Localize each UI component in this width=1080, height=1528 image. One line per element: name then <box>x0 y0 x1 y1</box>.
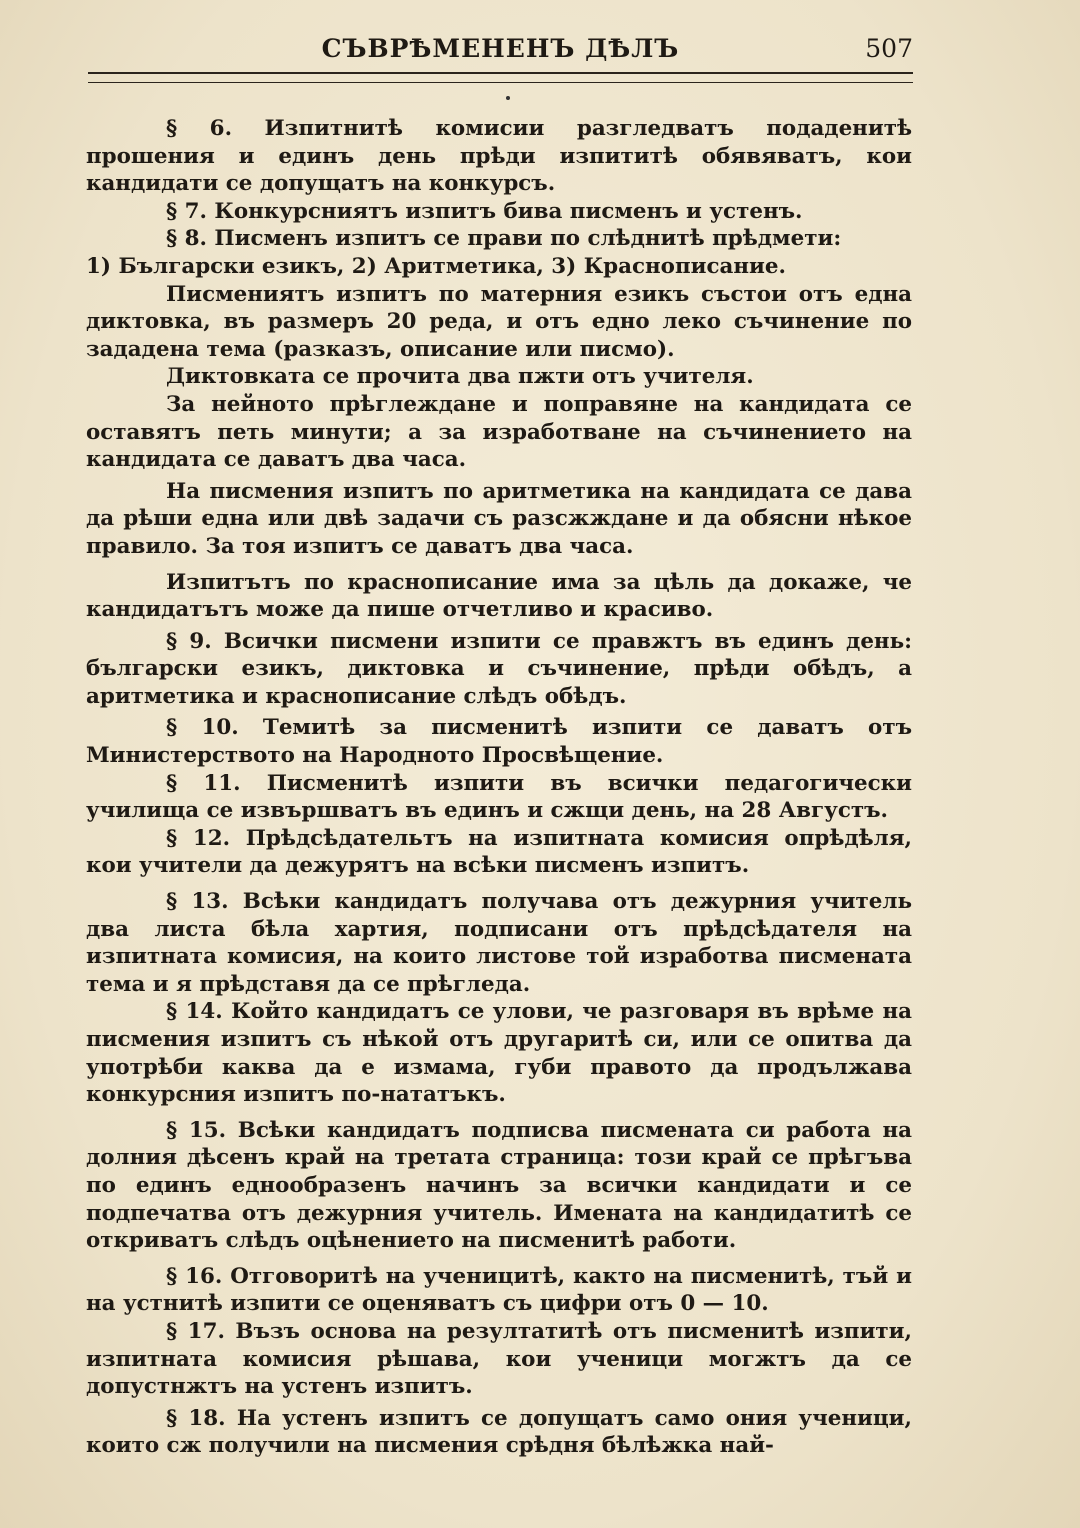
section-8: § 8. Писменъ изпитъ се прави по слѣднитѣ прѣдмети: <box>166 226 842 252</box>
dictation-reading: Диктовката се прочита два пжти отъ учителя. <box>166 364 754 390</box>
written-exam-arithmetic: На писмения изпитъ по аритметика на кандидата се дава да рѣши една или двѣ задачи съ разсжждане и да обясни нѣкое правило. За тоя изпитъ се даватъ два часа. <box>86 478 912 559</box>
section-13: § 13. Всѣки кандидатъ получава отъ дежурния учитель два листа бѣла хартия, подписани отъ прѣдсѣдателя на изпитната комисия, на които листове той изработва писмената тема и я прѣдставя да се прѣгледа. <box>86 889 912 997</box>
page-header <box>88 30 913 70</box>
running-title: СЪВРѢМЕНЕНЪ ДѢЛЪ <box>321 34 680 63</box>
section-14: § 14. Който кандидатъ се улови, че разговаря въ врѣме на писмения изпитъ съ нѣкой отъ другаритѣ си, или се опитва да употрѣби каква да е измама, губи правото да продължава конкурсния изпитъ по-нататъкъ. <box>86 999 912 1108</box>
section-10: § 10. Темитѣ за писменитѣ изпити се даватъ отъ Министерството на Народното Просвѣщение. <box>86 715 912 769</box>
section-18: § 18. На устенъ изпитъ се допущатъ само ония ученици, които сж получили на писмения срѣдня бѣлѣжка най- <box>86 1405 912 1459</box>
section-8-subjects: 1) Български езикъ, 2) Аритметика, 3) Краснописание. <box>86 253 786 279</box>
calligraphy-exam: Изпитътъ по краснописание има за цѣль да докаже, че кандидатътъ може да пише отчетливо и красиво. <box>86 569 912 623</box>
written-exam-language: Писмениятъ изпитъ по матерния езикъ състои отъ една диктовка, въ размеръ 20 реда, и отъ едно леко съчинение по зададена тема (разказъ, описание или писмо). <box>86 281 912 362</box>
section-17: § 17. Възъ основа на резултатитѣ отъ писменитѣ изпити, изпитната комисия рѣшава, кои ученици могжтъ да се допустнжтъ на устенъ изпитъ. <box>86 1318 912 1400</box>
section-9: § 9. Всички писмени изпити се правжтъ въ единъ день: български езикъ, диктовка и съчинение, прѣди обѣдъ, а аритметика и краснописание слѣдъ обѣдъ. <box>86 628 912 709</box>
section-16: § 16. Отговоритѣ на ученицитѣ, както на писменитѣ, тъй и на устнитѣ изпити се оценяватъ съ цифри отъ 0 — 10. <box>86 1263 912 1317</box>
header-rule <box>88 72 913 83</box>
section-12: § 12. Прѣдсѣдательтъ на изпитната комисия опрѣдѣля, кои учители да дежурятъ на всѣки писменъ изпитъ. <box>86 825 912 879</box>
section-7: § 7. Конкурсниятъ изпитъ бива писменъ и устенъ. <box>166 198 803 224</box>
section-15: § 15. Всѣки кандидатъ подписва писмената си работа на долния дѣсенъ край на третата страница: този край се прѣгъва по единъ еднообразенъ начинъ за всички кандидати и се подпечатва отъ дежурния учитель. Имената на кандидатитѣ се откриватъ слѣдъ оцѣнението на писменитѣ работи. <box>86 1117 912 1254</box>
ink-dot <box>506 96 510 100</box>
page-body <box>86 115 912 1460</box>
section-11: § 11. Писменитѣ изпити въ всички педагогически училища се извършватъ въ единъ и сжщи день, на 28 Августъ. <box>86 770 912 824</box>
section-6: § 6. Изпитнитѣ комисии разгледватъ подаденитѣ прошения и единъ день прѣди изпититѣ обявяватъ, кои кандидати се допущатъ на конкурсъ. <box>86 116 912 197</box>
page-number: 507 <box>865 34 913 63</box>
dictation-review-time: За нейното прѣглеждане и поправяне на кандидата се оставятъ петь минути; а за изработване на съчинението на кандидата се даватъ два часа. <box>86 391 912 473</box>
